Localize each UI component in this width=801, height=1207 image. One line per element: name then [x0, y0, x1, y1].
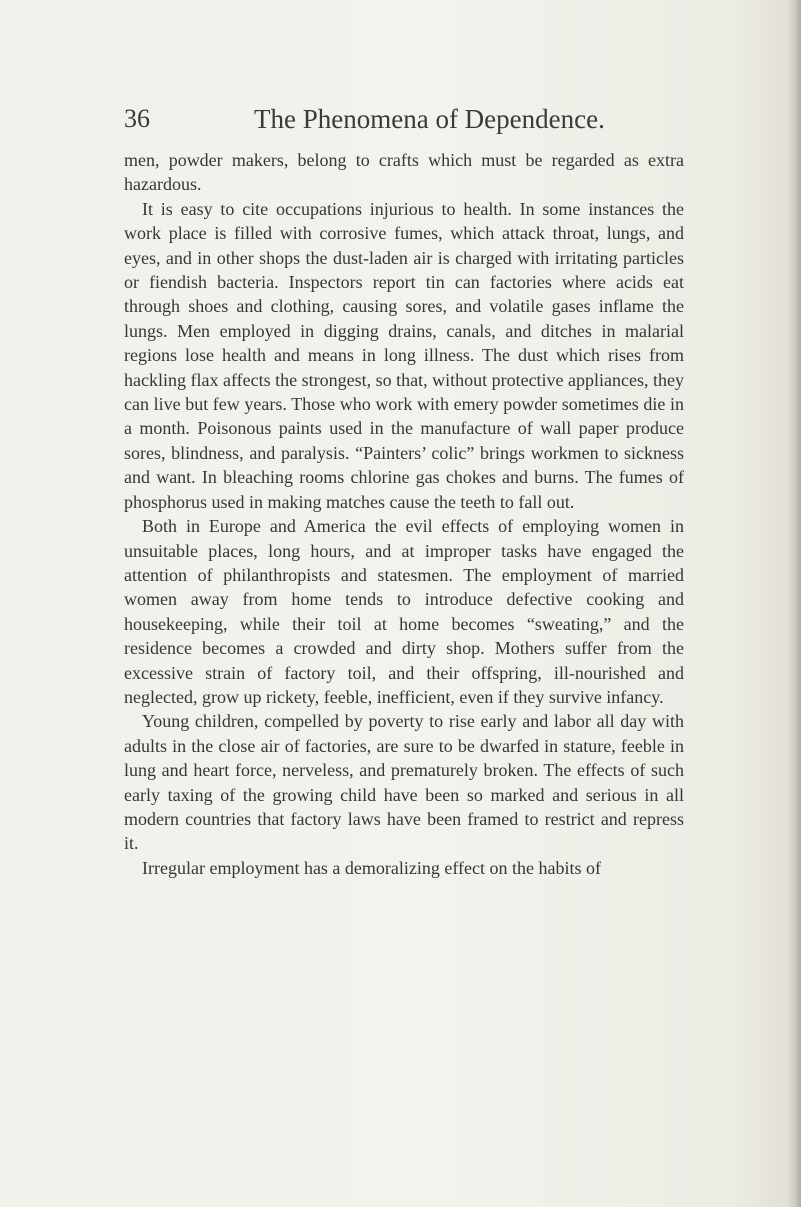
running-head: The Phenomena of Dependence.	[254, 104, 605, 134]
paragraph-continuation: men, powder makers, belong to crafts which must be regarded as extra hazardous.	[124, 150, 684, 195]
page-header	[124, 100, 684, 140]
body-text	[124, 148, 684, 880]
paragraph-women: Both in Europe and America the evil effects of employing women in unsuitable places, long hours, and at improper tasks have engaged the attention of philanthropists and statesmen. The employment of married women away from home tends to introduce defective cooking and housekeeping, while their toil at home becomes “sweating,” and the residence becomes a crowded and dirty shop. Mothers suffer from the excessive strain of factory toil, and their offspring, ill-nourished and neglected, grow up rickety, feeble, inefficient, even if they survive infancy.	[124, 516, 684, 707]
paragraph-children: Young children, compelled by poverty to rise early and labor all day with adults in the close air of factories, are sure to be dwarfed in stature, feeble in lung and heart force, nerveless, and prematurely broken. The effects of such early taxing of the growing child have been so marked and serious in all modern countries that factory laws have been framed to restrict and repress it.	[124, 711, 684, 854]
paragraph-occupations: It is easy to cite occupations injurious to health. In some instances the work place is filled with corrosive fumes, which attack throat, lungs, and eyes, and in other shops the dust-laden air is charged with irritating particles or fiendish bacteria. Inspectors report tin can factories where acids eat through shoes and clothing, causing sores, and volatile gases inflame the lungs. Men employed in digging drains, canals, and ditches in malarial regions lose health and means in long illness. The dust which rises from hackling flax affects the strongest, so that, without protective appliances, they can live but few years. Those who work with emery powder sometimes die in a month. Poisonous paints used in the manufacture of wall paper produce sores, blindness, and paralysis. “Painters’ colic” brings workmen to sickness and want. In bleaching rooms chlorine gas chokes and burns. The fumes of phosphorus used in making matches cause the teeth to fall out.	[124, 198, 685, 512]
page-number: 36	[124, 104, 150, 133]
paragraph-irregular-employment: Irregular employment has a demoralizing effect on the habits of	[142, 857, 601, 878]
page-edge-shadow	[787, 0, 801, 1207]
